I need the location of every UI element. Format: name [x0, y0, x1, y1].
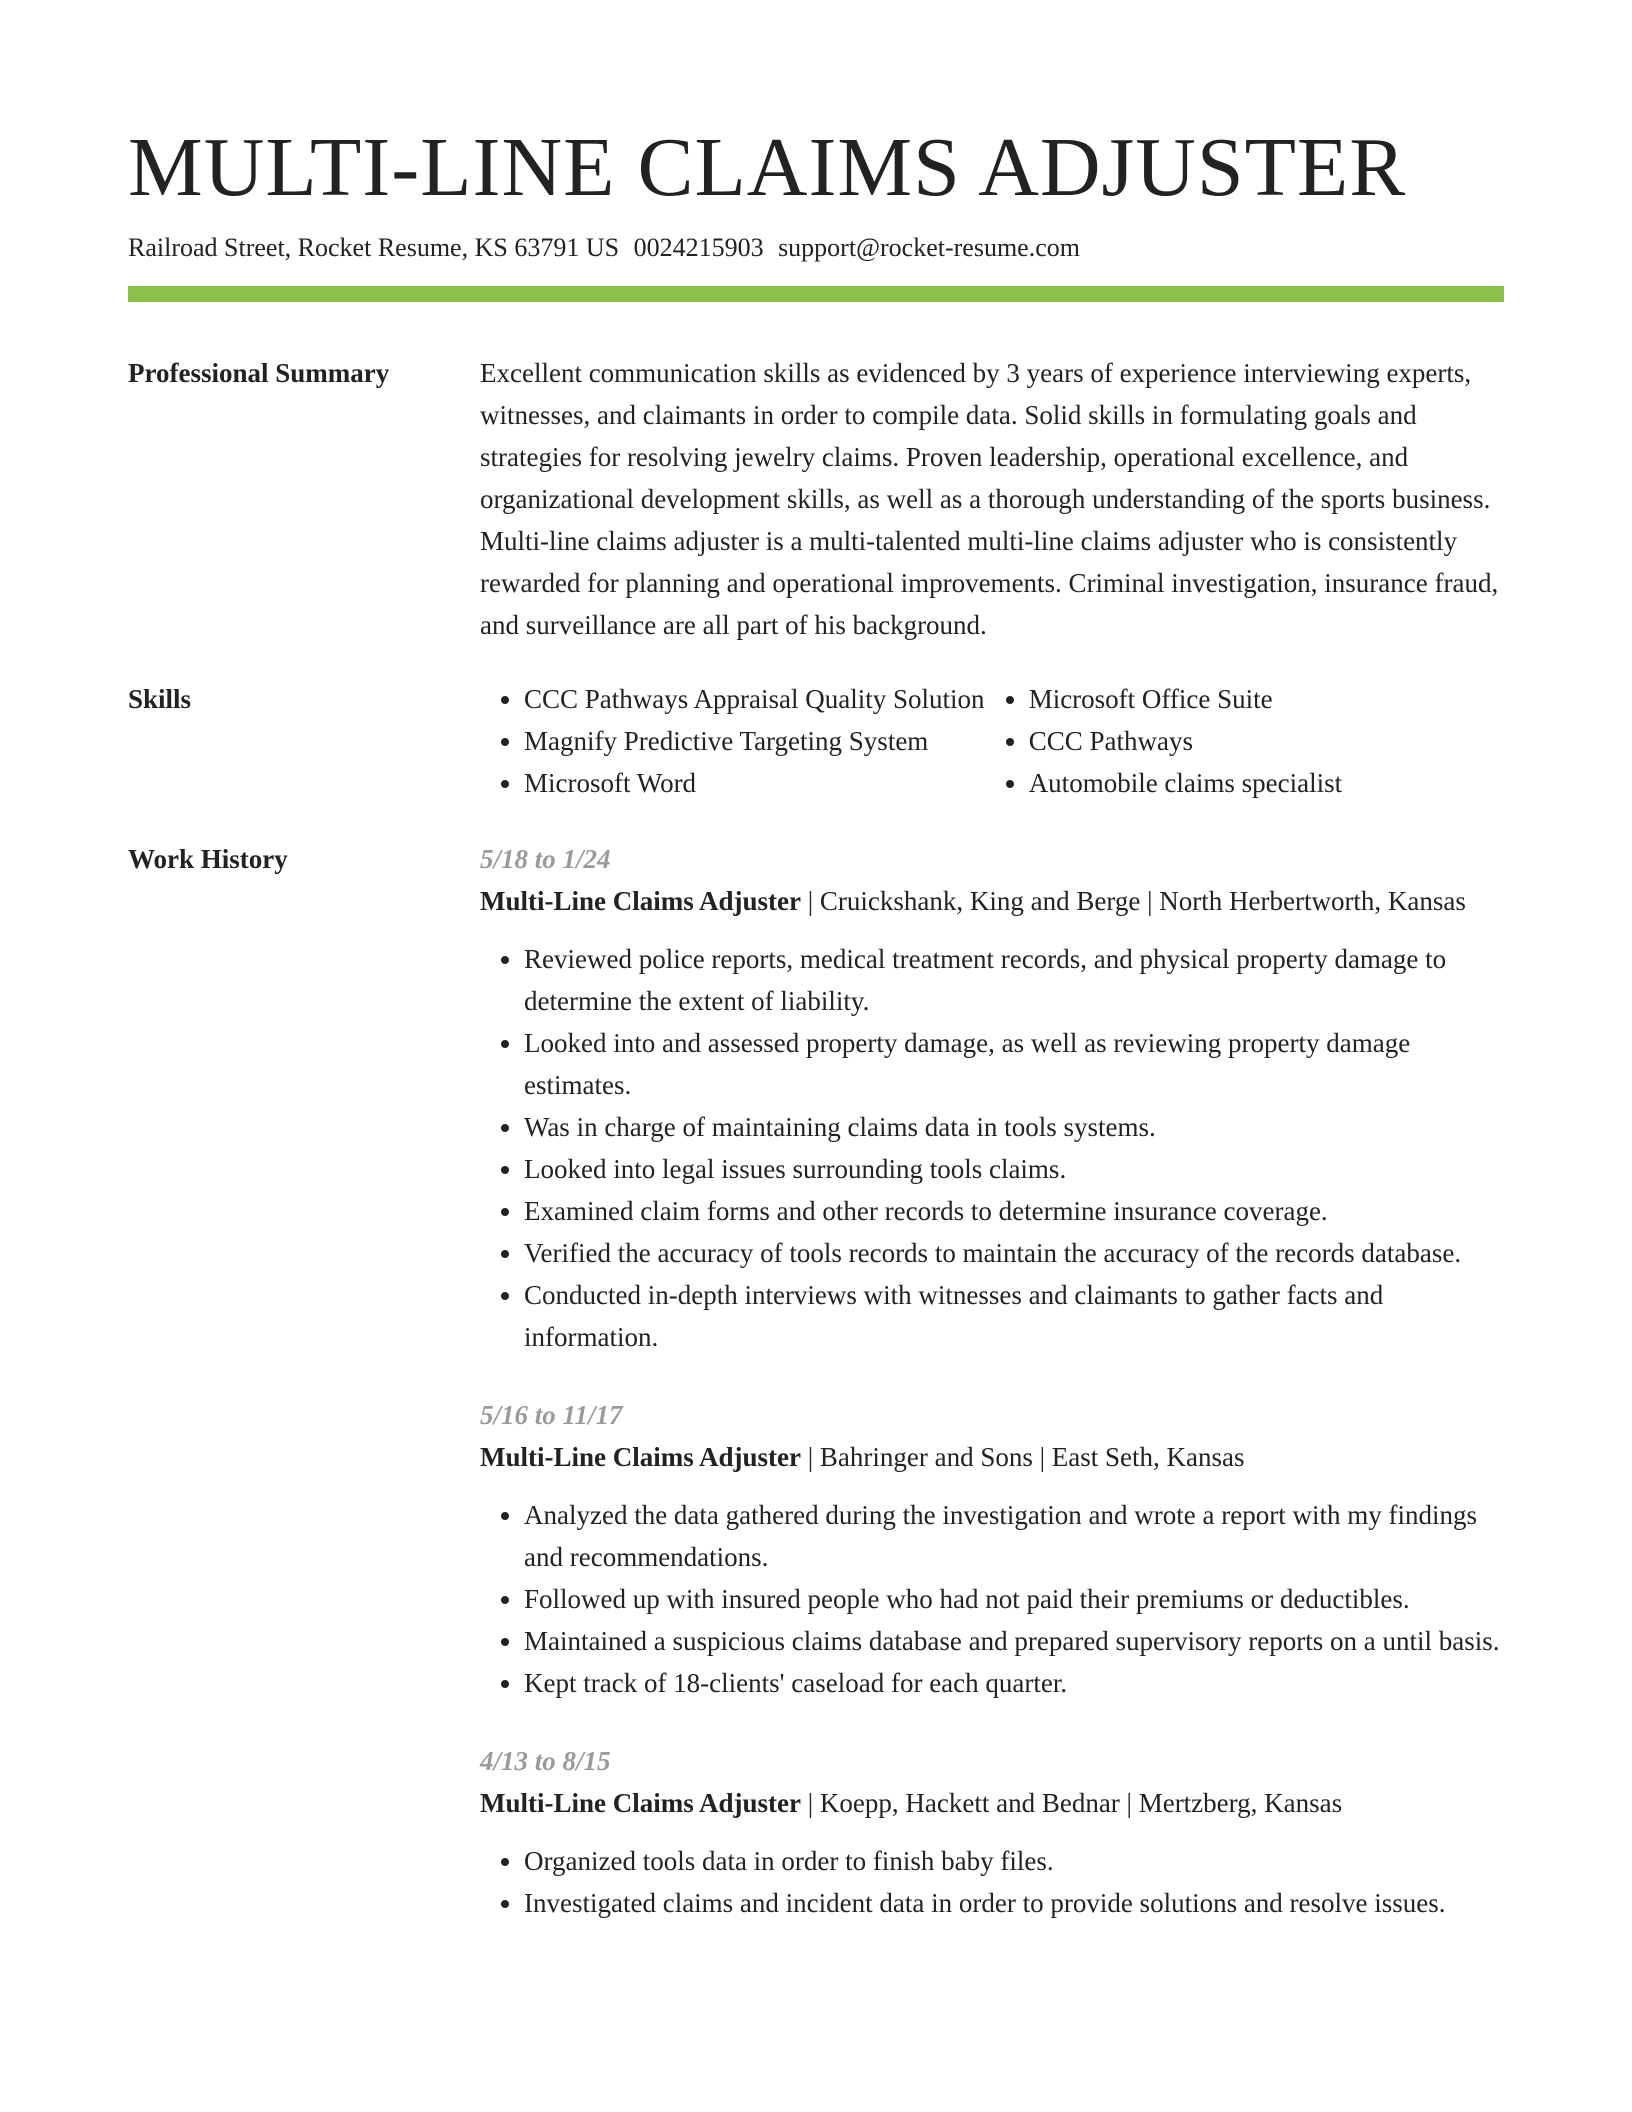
- skills-label: Skills: [128, 684, 192, 714]
- header-divider: [128, 286, 1504, 302]
- work-history-list: [480, 838, 1504, 1960]
- job-entry: [480, 1394, 1504, 1704]
- job-bullet: • Looked into and assessed property damage, as well as reviewing property damage estimates.: [524, 1022, 1504, 1106]
- job-entry: [480, 1740, 1504, 1924]
- job-heading: [480, 1782, 1504, 1824]
- job-bullet: • Kept track of 18-clients' caseload for each quarter.: [524, 1662, 1504, 1704]
- job-bullet: • Was in charge of maintaining claims data in tools systems.: [524, 1106, 1504, 1148]
- work-history-label: Work History: [128, 844, 288, 874]
- job-bullet: • Investigated claims and incident data in order to provide solutions and resolve issues.: [524, 1882, 1504, 1924]
- contact-line: [128, 228, 1504, 268]
- work-history-section: [128, 838, 1504, 1960]
- skills-list: [480, 678, 1504, 804]
- job-bullet: • Organized tools data in order to finish baby files.: [524, 1840, 1504, 1882]
- skills-column-1: [480, 678, 985, 804]
- job-details: | Bahringer and Sons | East Seth, Kansas: [801, 1442, 1245, 1472]
- job-bullets: [480, 938, 1504, 1358]
- skill-item: • Magnify Predictive Targeting System: [524, 720, 985, 762]
- job-bullet: • Examined claim forms and other records to determine insurance coverage.: [524, 1190, 1504, 1232]
- job-title: Multi-Line Claims Adjuster: [480, 886, 801, 916]
- job-bullet: • Analyzed the data gathered during the investigation and wrote a report with my findings and recommendations.: [524, 1494, 1504, 1578]
- job-bullet: • Verified the accuracy of tools records to maintain the accuracy of the records database.: [524, 1232, 1504, 1274]
- job-bullet: • Followed up with insured people who had not paid their premiums or deductibles.: [524, 1578, 1504, 1620]
- skill-item: • CCC Pathways: [1029, 720, 1504, 762]
- contact-phone: 0024215903: [633, 233, 764, 262]
- skill-item: • CCC Pathways Appraisal Quality Solution: [524, 678, 985, 720]
- job-dates: 5/18 to 1/24: [480, 844, 611, 874]
- contact-email: support@rocket-resume.com: [778, 233, 1080, 262]
- summary-label: Professional Summary: [128, 358, 390, 388]
- job-bullet: • Conducted in-depth interviews with witnesses and claimants to gather facts and information.: [524, 1274, 1504, 1358]
- job-details: | Koepp, Hackett and Bednar | Mertzberg, Kansas: [801, 1788, 1343, 1818]
- skills-section: [128, 678, 1504, 804]
- job-bullet: • Looked into legal issues surrounding tools claims.: [524, 1148, 1504, 1190]
- job-bullets: [480, 1494, 1504, 1704]
- job-details: | Cruickshank, King and Berge | North Herbertworth, Kansas: [801, 886, 1466, 916]
- skill-item: • Automobile claims specialist: [1029, 762, 1504, 804]
- job-heading: [480, 880, 1504, 922]
- skill-item: • Microsoft Word: [524, 762, 985, 804]
- summary-text: Excellent communication skills as evidenced by 3 years of experience interviewing experts, witnesses, and claimants in order to compile data. Solid skills in formulating goals and strategies for resolving jewelry claims. Proven leadership, operational excellence, and organizational development skills, as well as a thorough understanding of the sports business. Multi-line claims adjuster is a multi-talented multi-line claims adjuster who is consistently rewarded for planning and operational improvements. Criminal investigation, insurance fraud, and surveillance are all part of his background.: [480, 358, 1499, 640]
- job-bullets: [480, 1840, 1504, 1924]
- job-title: Multi-Line Claims Adjuster: [480, 1442, 801, 1472]
- skill-item: • Microsoft Office Suite: [1029, 678, 1504, 720]
- job-dates: 4/13 to 8/15: [480, 1746, 611, 1776]
- skills-column-2: [985, 678, 1504, 804]
- job-entry: [480, 838, 1504, 1358]
- summary-section: [128, 352, 1504, 646]
- resume-name: MULTI-LINE CLAIMS ADJUSTER: [128, 121, 1407, 214]
- job-bullet: • Reviewed police reports, medical treatment records, and physical property damage to determine the extent of liability.: [524, 938, 1504, 1022]
- contact-address: Railroad Street, Rocket Resume, KS 63791 US: [128, 233, 620, 262]
- job-heading: [480, 1436, 1504, 1478]
- job-dates: 5/16 to 11/17: [480, 1400, 623, 1430]
- job-title: Multi-Line Claims Adjuster: [480, 1788, 801, 1818]
- job-bullet: • Maintained a suspicious claims database and prepared supervisory reports on a until basis.: [524, 1620, 1504, 1662]
